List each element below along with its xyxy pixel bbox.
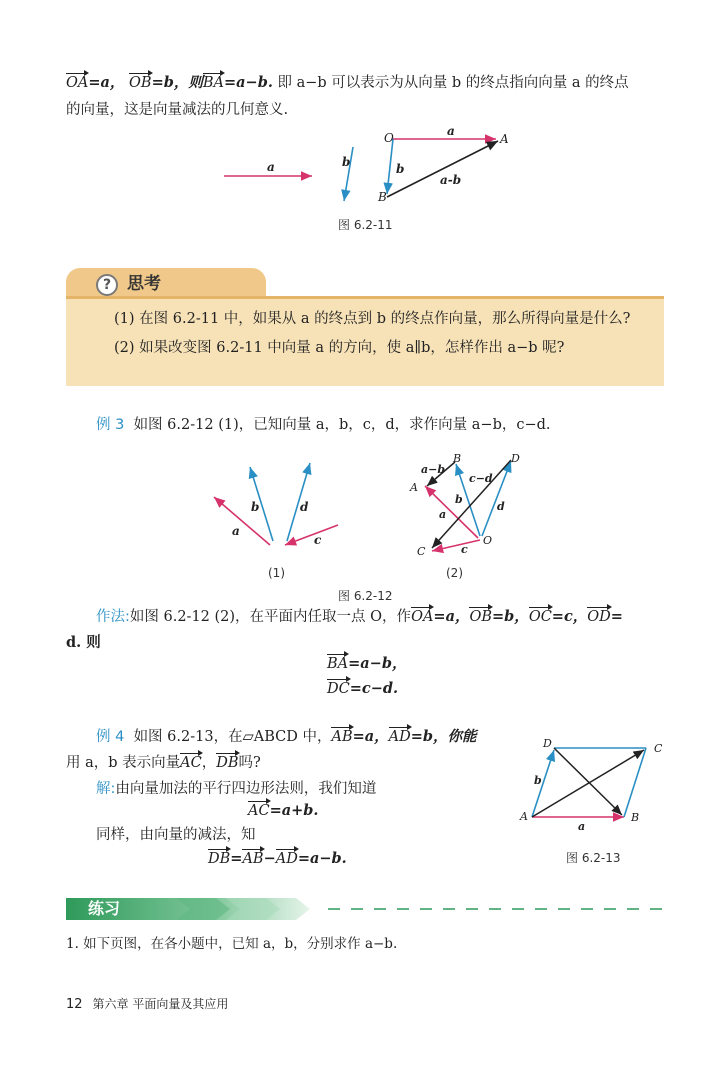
fig1-label-a: a bbox=[267, 160, 275, 174]
figure-6-2-12-1 bbox=[205, 455, 350, 555]
fig1-label-b: b bbox=[342, 155, 351, 169]
fig1-label-a-point: A bbox=[500, 132, 509, 146]
vector-ab: AB bbox=[331, 726, 352, 748]
vector-oa-line bbox=[425, 486, 478, 538]
vector-od: OD bbox=[587, 606, 611, 628]
vector-ac: AC bbox=[248, 800, 270, 822]
fig2-1-label-b: b bbox=[251, 500, 260, 514]
text: =a， bbox=[88, 74, 125, 91]
fig2-1-label-c: c bbox=[314, 533, 322, 547]
text: 即 a−b 可以表示为从向量 b 的终点指向向量 a 的终点 bbox=[277, 75, 629, 91]
vector-oa: OA bbox=[66, 72, 88, 94]
text: 由向量加法的平行四边形法则，我们知道 bbox=[115, 781, 377, 797]
fig2-1-label-a: a bbox=[232, 524, 240, 538]
chapter-title: 第六章 平面向量及其应用 bbox=[92, 997, 229, 1011]
text: =a+b. bbox=[269, 802, 319, 819]
vector-ac: AC bbox=[180, 752, 202, 774]
solution-label: 解: bbox=[96, 781, 116, 797]
text: 如图 6.2-13，在▱ABCD 中， bbox=[133, 729, 332, 745]
triangle-b-line bbox=[387, 139, 393, 194]
fig1-label-b2: b bbox=[396, 162, 405, 176]
fig3-caption: 图 6.2-13 bbox=[566, 851, 621, 865]
text: 如图 6.2-12 (2)，在平面内任取一点 O，作 bbox=[129, 609, 412, 625]
text: =b，则 bbox=[151, 74, 203, 91]
fig2-2-label-a-point: A bbox=[410, 481, 418, 494]
fig2-2-label-a: a bbox=[439, 508, 447, 521]
text: = bbox=[610, 608, 623, 625]
fig1-label-b-point: B bbox=[378, 190, 387, 204]
vector-db-line bbox=[554, 748, 622, 815]
fig1-label-amb: a-b bbox=[440, 173, 462, 187]
vector-db: DB bbox=[208, 848, 230, 870]
example-4-line-1 bbox=[96, 726, 477, 748]
page-footer bbox=[66, 995, 228, 1012]
vector-ob: OB bbox=[469, 606, 492, 628]
vector-oa: OA bbox=[411, 606, 433, 628]
text: − bbox=[263, 850, 276, 867]
fig2-2-label-d: d bbox=[497, 500, 505, 513]
solution-line-1 bbox=[96, 778, 376, 800]
text: 吗? bbox=[238, 755, 261, 771]
fig3-label-b-point: B bbox=[631, 811, 640, 824]
vector-oc: OC bbox=[529, 606, 552, 628]
fig2-2-label-amb: a−b bbox=[421, 463, 446, 476]
think-question-2: (2) 如果改变图 6.2-11 中向量 a 的方向，使 a∥b，怎样作出 a−b 呢? bbox=[114, 340, 565, 356]
example-3-text: 如图 6.2-12 (1)，已知向量 a，b，c，d，求作向量 a−b，c−d. bbox=[133, 417, 551, 433]
paragraph-1-line-1 bbox=[66, 72, 629, 94]
fig3-label-a: a bbox=[578, 820, 586, 833]
fig2-caption: 图 6.2-12 bbox=[338, 589, 393, 603]
text: =b， bbox=[492, 608, 529, 625]
side-cb-line bbox=[624, 748, 646, 817]
fig1-label-a2: a bbox=[447, 124, 455, 138]
fig2-2-label-d-point: D bbox=[511, 452, 520, 465]
text: =a−b. bbox=[224, 74, 273, 91]
vector-ob: OB bbox=[129, 72, 152, 94]
vector-oc-line bbox=[432, 540, 480, 551]
text: =c−d. bbox=[349, 680, 399, 697]
exercise-title: 练习 bbox=[88, 899, 121, 918]
text: ， bbox=[201, 755, 217, 771]
fig3-label-c: C bbox=[654, 742, 663, 755]
vector-ad: AD bbox=[389, 726, 411, 748]
vector-ba: BA bbox=[327, 653, 348, 675]
result-dc bbox=[327, 678, 398, 700]
vector-ab: AB bbox=[242, 848, 263, 870]
fig1-label-o: O bbox=[384, 131, 394, 145]
fig2-2-label-c: c bbox=[461, 543, 468, 556]
example-4-label: 例 4 bbox=[96, 729, 125, 745]
text: =a， bbox=[352, 728, 389, 745]
result-ac bbox=[248, 800, 318, 822]
text: =a−b. bbox=[297, 850, 347, 867]
vector-ad: AD bbox=[276, 848, 298, 870]
fig2-2-label-o-point: O bbox=[483, 534, 493, 547]
fig3-label-a-point: A bbox=[520, 810, 528, 823]
text: =a−b， bbox=[348, 655, 407, 672]
vector-dc: DC bbox=[327, 678, 350, 700]
question-icon: ? bbox=[96, 274, 118, 296]
vector-c-line bbox=[285, 525, 338, 545]
solution-line-2: 同样，由向量的减法，知 bbox=[96, 827, 256, 843]
text: =a， bbox=[433, 608, 470, 625]
method-label: 作法: bbox=[96, 609, 130, 625]
vector-db: DB bbox=[216, 752, 238, 774]
fig2-sub1: (1) bbox=[268, 566, 285, 580]
result-ba bbox=[327, 653, 406, 675]
method-line-1 bbox=[96, 606, 623, 628]
fig2-2-label-c-point: C bbox=[417, 545, 426, 558]
text: 用 a，b 表示向量 bbox=[66, 755, 181, 771]
figure-6-2-11 bbox=[210, 125, 530, 210]
vector-ba: BA bbox=[203, 72, 224, 94]
fig2-2-label-b-point: B bbox=[453, 452, 462, 465]
fig2-1-label-d: d bbox=[300, 500, 309, 514]
fig3-label-d: D bbox=[543, 737, 552, 750]
example-4-line-2 bbox=[66, 752, 261, 774]
method-line-2: d. 则 bbox=[66, 634, 101, 651]
example-3-label: 例 3 bbox=[96, 417, 125, 433]
result-db bbox=[208, 848, 347, 870]
fig2-sub2: (2) bbox=[446, 566, 463, 580]
think-question-1: (1) 在图 6.2-11 中，如果从 a 的终点到 b 的终点作向量，那么所得向量是什么? bbox=[114, 311, 631, 327]
exercise-banner bbox=[66, 896, 666, 922]
text: = bbox=[230, 850, 243, 867]
fig1-caption: 图 6.2-11 bbox=[338, 218, 393, 232]
exercise-item-1: 1. 如下页图，在各小题中，已知 a，b，分别求作 a−b. bbox=[66, 936, 398, 952]
example-3 bbox=[96, 414, 551, 436]
fig2-2-label-b: b bbox=[455, 493, 463, 506]
think-title: 思考 bbox=[127, 274, 161, 294]
paragraph-1-line-2: 的向量，这是向量减法的几何意义. bbox=[66, 102, 289, 118]
fig2-2-label-cmd: c−d bbox=[469, 472, 493, 485]
text: =b，你能 bbox=[410, 728, 477, 745]
fig3-label-b: b bbox=[534, 774, 542, 787]
page-number: 12 bbox=[66, 997, 83, 1012]
text: =c， bbox=[551, 608, 588, 625]
